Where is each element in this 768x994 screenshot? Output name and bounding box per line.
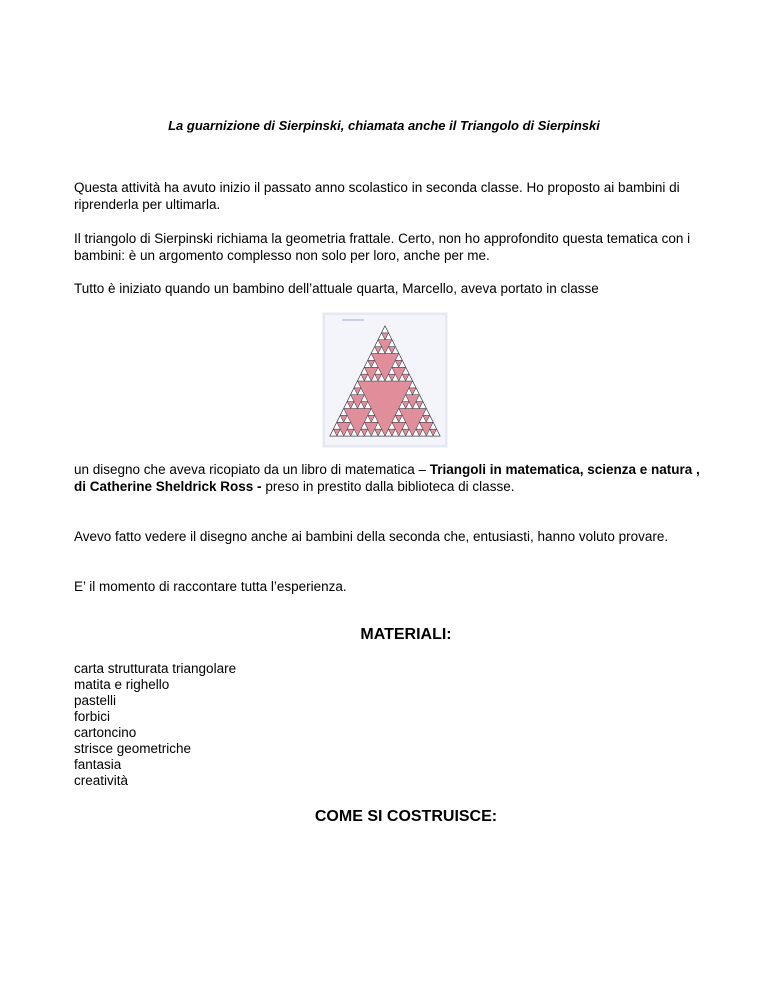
list-item: carta strutturata triangolare	[74, 661, 237, 676]
book-reference: Triangoli in matematica, scienza e natura , di Catherine Sheldrick Ross -	[74, 462, 700, 494]
paragraph-experience: E’ il momento di raccontare tutta l’esperienza.	[74, 579, 347, 594]
paragraph-intro: Questa attività ha avuto inizio il passato anno scolastico in seconda classe. Ho proposto ai bambini di riprenderla per ultimarla.	[74, 180, 680, 212]
list-item: creatività	[74, 773, 129, 788]
list-item: fantasia	[74, 757, 122, 772]
paragraph-fractal: Il triangolo di Sierpinski richiama la geometria frattale. Certo, non ho approfondito questa tematica con i bambini: è un argomento complesso non solo per loro, anche per me.	[74, 231, 691, 263]
paragraph-origin: Tutto è iniziato quando un bambino dell’attuale quarta, Marcello, aveva portato in classe	[74, 281, 599, 296]
list-item: cartoncino	[74, 725, 137, 740]
paragraph-book-end: preso in prestito dalla biblioteca di classe.	[265, 478, 515, 494]
list-item: strisce geometriche	[74, 741, 192, 756]
construction-heading: COME SI COSTRUISCE:	[314, 808, 498, 825]
paragraph-book-start: un disegno che aveva ricopiato da un libro di matematica –	[74, 462, 430, 477]
paragraph-second-class: Avevo fatto vedere il disegno anche ai bambini della seconda che, entusiasti, hanno voluto provare.	[74, 529, 669, 544]
list-item: pastelli	[74, 693, 117, 708]
list-item: forbici	[74, 709, 111, 724]
document-title: La guarnizione di Sierpinski, chiamata anche il Triangolo di Sierpinski	[168, 118, 600, 133]
sierpinski-drawing-photo	[322, 312, 448, 448]
list-item: matita e righello	[74, 677, 170, 692]
materials-heading: MATERIALI:	[360, 626, 452, 643]
materials-list	[74, 661, 236, 789]
paragraph-book	[74, 462, 704, 495]
